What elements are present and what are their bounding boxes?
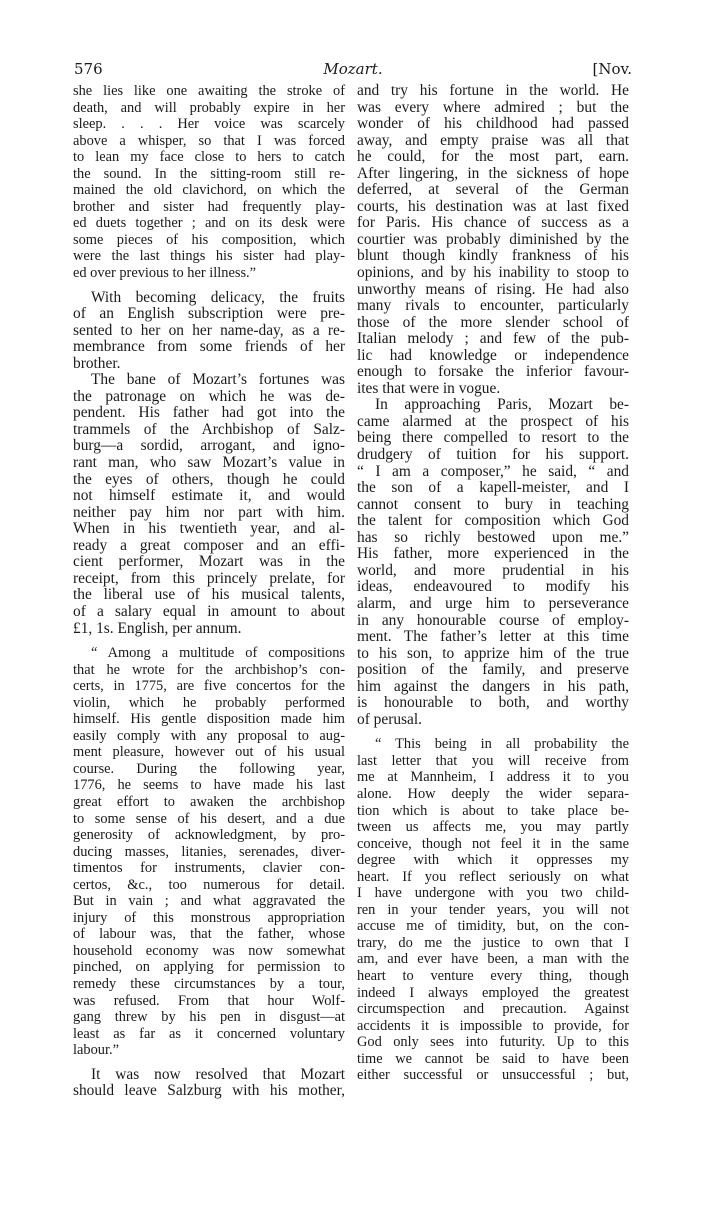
text-line: cient performer, Mozart was in the xyxy=(73,553,345,571)
text-line: great effort to awaken the archbishop xyxy=(73,793,345,810)
paragraph xyxy=(73,290,345,373)
text-line: last letter that you will receive from xyxy=(357,752,629,769)
text-line: wonder of his childhood had passed xyxy=(357,115,629,133)
text-line: ed over previous to her illness.” xyxy=(73,265,257,282)
text-line: the liberal use of his musical talents, xyxy=(73,586,345,604)
text-line: brother and sister had frequently play- xyxy=(73,198,345,215)
text-line: and try his fortune in the world. He xyxy=(357,82,629,99)
text-line: to his son, to apprize him of the true xyxy=(357,644,629,662)
text-line: ment pleasure, however out of his usual xyxy=(73,744,345,761)
text-line: ren in your tender years, you will not xyxy=(357,901,629,918)
text-line: gang threw by his pen in disgust—at xyxy=(73,1009,345,1026)
text-line: that he wrote for the archbishop’s con- xyxy=(73,661,345,678)
text-line: was refused. From that hour Wolf- xyxy=(73,992,345,1009)
text-line: those of the more slender school of xyxy=(357,313,629,331)
right-column xyxy=(357,83,629,1084)
text-line: “ This being in all probability the xyxy=(375,736,629,753)
issue-month: [Nov. xyxy=(592,60,632,78)
text-line: brother. xyxy=(73,354,121,372)
text-line: His father, more experienced in the xyxy=(357,545,629,563)
text-line: circumspection and precaution. Against xyxy=(357,1001,629,1018)
text-line: should leave Salzburg with his mother, xyxy=(73,1082,345,1100)
text-line: courtier was probably diminished by the xyxy=(357,230,629,248)
text-line: of a salary equal in amount to about xyxy=(73,602,345,620)
text-line: 1776, he seems to have made his last xyxy=(73,777,345,794)
text-line: position of the family, and preserve xyxy=(357,661,629,679)
text-line: accuse me of timidity, but, on the con- xyxy=(357,918,629,935)
text-line: certs, in 1775, are five concertos for the xyxy=(73,678,345,695)
text-line: ment. The father’s letter at this time xyxy=(357,628,629,646)
text-line: is honourable to both, and worthy xyxy=(357,694,629,712)
text-line: for Paris. His chance of success as a xyxy=(357,214,629,232)
text-line: of an English subscription were pre- xyxy=(73,305,345,323)
paragraph xyxy=(357,397,629,728)
text-line: ready a great composer and an effi- xyxy=(73,536,345,554)
text-line: remedy these circumstances by a tour, xyxy=(73,975,345,992)
page-number: 576 xyxy=(74,60,103,78)
text-line: me at Mannheim, I address it to you xyxy=(357,769,629,786)
text-line: burg—a sordid, arrogant, and igno- xyxy=(73,437,345,455)
text-line: in any honourable course of employ- xyxy=(357,611,629,629)
text-line: deferred, at several of the German xyxy=(357,181,629,199)
text-line: In approaching Paris, Mozart be- xyxy=(375,396,629,414)
text-line: ducing masses, litanies, serenades, diver- xyxy=(73,843,345,860)
text-line: were the last things his sister had play- xyxy=(73,248,345,265)
text-line: unworthy means of rising. He had also xyxy=(357,280,629,298)
text-line: I have undergone with you two child- xyxy=(357,885,629,902)
text-line: to some sense of his desert, and a due xyxy=(73,810,345,827)
text-line: death, and will probably expire in her xyxy=(73,99,345,116)
text-line: labour.” xyxy=(73,1042,119,1059)
text-line: heart to venture every thing, though xyxy=(357,967,629,984)
text-line: £1, 1s. English, per annum. xyxy=(73,619,242,637)
text-line: the talent for composition which God xyxy=(357,512,629,530)
text-line: receipt, from this princely prelate, for xyxy=(73,569,345,587)
text-line: courts, his destination was at last fixed xyxy=(357,197,629,215)
paragraph xyxy=(73,1067,345,1100)
text-line: away, and empty praise was all that xyxy=(357,131,629,149)
text-line: “ Among a multitude of compositions xyxy=(91,645,345,662)
text-line: the son of a kapell-meister, and I xyxy=(357,479,629,497)
text-line: But in vain ; and what aggravated the xyxy=(73,893,345,910)
text-line: indeed I always employed the greatest xyxy=(357,984,629,1001)
text-line: injury of this monstrous appropriation xyxy=(73,909,345,926)
page-header xyxy=(74,60,632,80)
text-line: of labour was, that the father, whose xyxy=(73,926,345,943)
left-column xyxy=(73,83,345,1100)
text-line: After lingering, in the sickness of hope xyxy=(357,164,629,182)
text-line: Italian melody ; and few of the pub- xyxy=(357,330,629,348)
text-line: she lies like one awaiting the stroke of xyxy=(73,83,345,99)
text-line: household economy was now somewhat xyxy=(73,942,345,959)
paragraph xyxy=(357,83,629,397)
quoted-passage xyxy=(357,736,629,1083)
text-line: heart. If you reflect seriously on what xyxy=(357,868,629,885)
text-line: It was now resolved that Mozart xyxy=(91,1065,345,1083)
text-line: pendent. His father had got into the xyxy=(73,404,345,422)
text-line: tween us affects me, you may partly xyxy=(357,819,629,836)
text-line: generosity of acknowledgment, by pro- xyxy=(73,827,345,844)
text-line: the sound. In the sitting-room still re- xyxy=(73,165,345,182)
text-line: either successful or unsuccessful ; but, xyxy=(357,1067,629,1084)
text-line: was every where admired ; but the xyxy=(357,98,629,116)
text-line: certos, &c., too numerous for detail. xyxy=(73,876,345,893)
text-line: many rivals to encounter, particularly xyxy=(357,297,629,315)
text-line: world, and more prudential in his xyxy=(357,561,629,579)
text-line: ed duets together ; and on its desk were xyxy=(73,215,345,232)
quoted-passage xyxy=(73,83,345,282)
text-line: ites that were in vogue. xyxy=(357,379,501,397)
text-line: him against the dangers in his path, xyxy=(357,677,629,695)
text-line: the eyes of others, though he could xyxy=(73,470,345,488)
text-line: conceive, though not feel it in the same xyxy=(357,835,629,852)
text-line: drudgery of tuition for his support. xyxy=(357,446,629,464)
text-line: accidents it is impossible to provide, for xyxy=(357,1017,629,1034)
text-line: being there compelled to resort to the xyxy=(357,429,629,447)
text-line: trammels of the Archbishop of Salz- xyxy=(73,420,345,438)
running-title: Mozart. xyxy=(323,60,383,78)
text-line: enough to forsake the inferior favour- xyxy=(357,363,629,381)
text-line: sented to her on her name-day, as a re- xyxy=(73,321,345,339)
text-line: himself. His gentle disposition made him xyxy=(73,711,345,728)
text-line: neither pay him nor part with him. xyxy=(73,503,345,521)
text-line: alarm, and urge him to perseverance xyxy=(357,594,629,612)
text-line: easily comply with any proposal to aug- xyxy=(73,727,345,744)
text-line: membrance from some friends of her xyxy=(73,338,345,356)
text-line: violin, which he probably performed xyxy=(73,694,345,711)
text-line: timentos for instruments, clavier con- xyxy=(73,860,345,877)
text-line: “ I am a composer,” he said, “ and xyxy=(357,462,629,480)
text-line: am, and ever have been, a man with the xyxy=(357,951,629,968)
paragraph xyxy=(73,372,345,637)
text-line: The bane of Mozart’s fortunes was xyxy=(91,371,345,389)
text-line: not himself estimate it, and would xyxy=(73,487,345,505)
quoted-passage xyxy=(73,645,345,1059)
text-line: has so richly bestowed upon me.” xyxy=(357,528,629,546)
text-line: God only sees into futurity. Up to this xyxy=(357,1034,629,1051)
text-line: the patronage on which he was de- xyxy=(73,387,345,405)
text-line: blunt though kindly frankness of his xyxy=(357,247,629,265)
text-line: time we cannot be said to have been xyxy=(357,1050,629,1067)
text-line: degree with which it oppresses my xyxy=(357,852,629,869)
text-line: of perusal. xyxy=(357,710,422,728)
text-line: came alarmed at the prospect of his xyxy=(357,412,629,430)
text-line: cannot consent to bury in teaching xyxy=(357,495,629,513)
text-line: With becoming delicacy, the fruits xyxy=(91,288,345,306)
text-line: course. During the following year, xyxy=(73,760,345,777)
text-line: rant man, who saw Mozart’s value in xyxy=(73,454,345,472)
text-line: When in his twentieth year, and al- xyxy=(73,520,345,538)
text-line: least as far as it concerned voluntary xyxy=(73,1025,345,1042)
text-line: mained the old clavichord, on which the xyxy=(73,182,345,199)
text-line: alone. How deeply the wider separa- xyxy=(357,785,629,802)
text-line: opinions, and by his inability to stoop to xyxy=(357,264,629,282)
text-line: sleep. . . . Her voice was scarcely xyxy=(73,116,345,133)
text-line: above a whisper, so that I was forced xyxy=(73,132,345,149)
text-line: pinched, on applying for permission to xyxy=(73,959,345,976)
text-line: lic had knowledge or independence xyxy=(357,346,629,364)
text-line: trary, do me the justice to own that I xyxy=(357,934,629,951)
text-line: ideas, endeavoured to modify his xyxy=(357,578,629,596)
text-line: some pieces of his composition, which xyxy=(73,231,345,248)
text-line: he could, for the most part, earn. xyxy=(357,148,629,166)
text-line: to lean my face close to hers to catch xyxy=(73,149,345,166)
text-line: tion which is about to take place be- xyxy=(357,802,629,819)
